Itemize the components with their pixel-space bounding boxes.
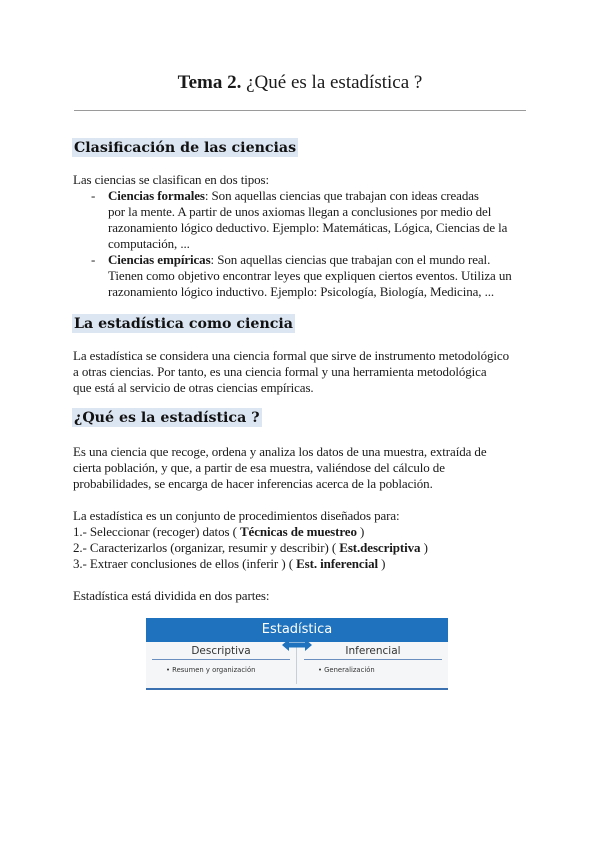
section-heading-que-es: ¿Qué es la estadística ? xyxy=(74,410,260,426)
partes-intro: Estadística está dividida en dos partes: xyxy=(73,588,270,603)
step-bold: Est. inferencial xyxy=(296,556,379,571)
double-arrow-icon xyxy=(282,638,312,652)
descriptiva-item: • Resumen y organización xyxy=(166,666,256,674)
section-body-que-es xyxy=(73,444,533,604)
section-body-clasificacion xyxy=(73,172,533,300)
def-line: : Son aquellas ciencias que trabajan con el mundo real. xyxy=(210,252,491,267)
section-heading-clasificacion: Clasificación de las ciencias xyxy=(74,140,297,156)
step-text: 2.- Caracterizarlos (organizar, resumir y describir) ( xyxy=(73,540,340,555)
paragraph-line: La estadística se considera una ciencia formal que sirve de instrumento metodológico xyxy=(73,348,509,363)
paragraph-line: cierta población, y que, a partir de esa muestra, valiéndose del cálculo de xyxy=(73,460,445,475)
page-title xyxy=(0,72,600,94)
inferencial-item: • Generalización xyxy=(318,666,375,674)
step-bold: Técnicas de muestreo xyxy=(239,524,357,539)
term-empiricas: Ciencias empíricas xyxy=(108,252,211,267)
def-line: Tienen como objetivo encontrar leyes que expliquen ciertos eventos. Utiliza un xyxy=(108,268,512,283)
diagram-header: Estadística xyxy=(146,618,448,642)
paragraph-line: Es una ciencia que recoge, ordena y analiza los datos de una muestra, extraída de xyxy=(73,444,487,459)
step-end: ) xyxy=(378,556,386,571)
procedure-step xyxy=(73,540,533,556)
column-underline xyxy=(304,659,442,660)
procedures-intro: La estadística es un conjunto de procedimientos diseñados para: xyxy=(73,508,400,523)
inferencial-column xyxy=(298,642,448,688)
paragraph-line: probabilidades, se encarga de hacer inferencias acerca de la población. xyxy=(73,476,433,491)
section-heading-como-ciencia: La estadística como ciencia xyxy=(74,316,293,332)
def-line: por la mente. A partir de unos axiomas llegan a conclusiones por medio del xyxy=(108,204,492,219)
descriptiva-title: Descriptiva xyxy=(191,645,251,657)
procedure-step xyxy=(73,524,533,540)
step-text: 1.- Seleccionar (recoger) datos ( xyxy=(73,524,240,539)
term-formales: Ciencias formales xyxy=(108,188,205,203)
dash-bullet: - xyxy=(91,252,96,267)
paragraph-line: que está al servicio de otras ciencias empíricas. xyxy=(73,380,314,395)
column-underline xyxy=(152,659,290,660)
step-end: ) xyxy=(356,524,365,539)
section-body-como-ciencia xyxy=(73,348,533,396)
step-end: ) xyxy=(420,540,428,555)
def-line: razonamiento lógico deductivo. Ejemplo: Matemáticas, Lógica, Ciencias de la xyxy=(108,220,508,235)
ciencias-list xyxy=(73,188,533,300)
list-item xyxy=(73,188,533,252)
step-text: 3.- Extraer conclusiones de ellos (inferir ) ( xyxy=(73,556,297,571)
paragraph-line: a otras ciencias. Por tanto, es una ciencia formal y una herramienta metodológica xyxy=(73,364,487,379)
title-divider xyxy=(74,110,526,111)
step-bold: Est.descriptiva xyxy=(339,540,421,555)
list-item xyxy=(73,252,533,300)
dash-bullet: - xyxy=(91,188,96,203)
clasificacion-intro: Las ciencias se clasifican en dos tipos: xyxy=(73,172,269,187)
def-line: computación, ... xyxy=(108,236,190,251)
spacer xyxy=(73,572,533,588)
procedure-step xyxy=(73,556,533,572)
def-line: razonamiento lógico inductivo. Ejemplo: Psicología, Biología, Medicina, ... xyxy=(108,284,495,299)
title-text: ¿Qué es la estadística ? xyxy=(241,72,423,93)
def-line: : Son aquellas ciencias que trabajan con ideas creadas xyxy=(204,188,479,203)
descriptiva-column xyxy=(146,642,296,688)
inferencial-title: Inferencial xyxy=(345,645,401,657)
spacer xyxy=(73,492,533,508)
title-number: Tema 2. xyxy=(177,72,242,93)
estadistica-diagram xyxy=(146,618,448,690)
